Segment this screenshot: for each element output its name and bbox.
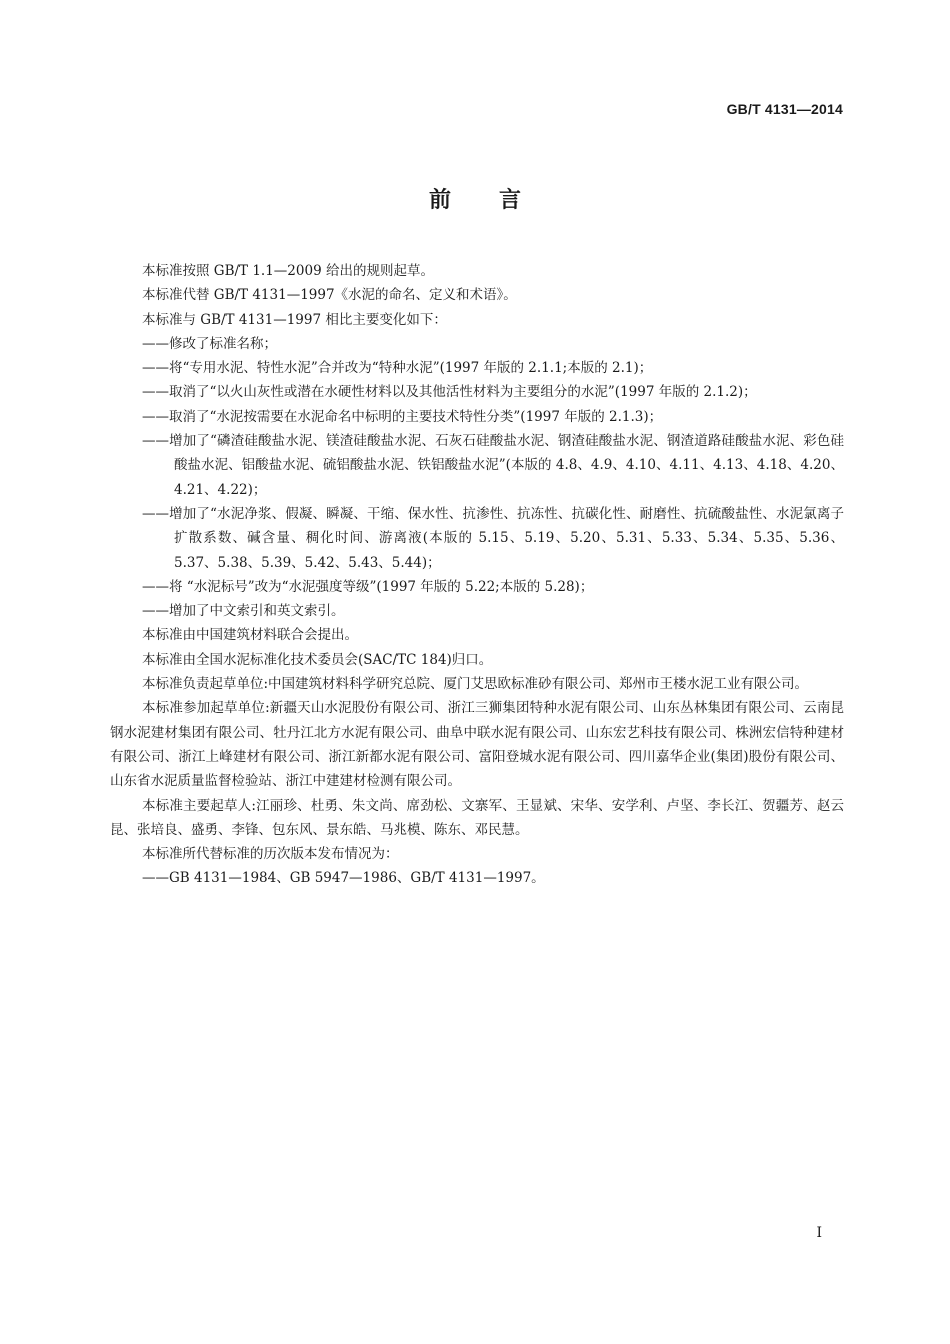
change-item: ——取消了“水泥按需要在水泥命名中标明的主要技术特性分类”(1997 年版的 2.1.3)； (142, 408, 663, 425)
paragraph: 本标准按照 GB/T 1.1—2009 给出的规则起草。 (142, 263, 434, 279)
preface-body (110, 259, 844, 891)
change-item: ——增加了“磷渣硅酸盐水泥、镁渣硅酸盐水泥、石灰石硅酸盐水泥、钢渣硅酸盐水泥、钢渣道路硅酸盐水泥、彩色硅酸盐水泥、铝酸盐水泥、硫铝酸盐水泥、铁铝酸盐水泥”(本版的 4.8、4.9、4.10、4.11、4.13、4.18、4.20、4.21、4.22)； (142, 433, 844, 498)
paragraph: 本标准负责起草单位:中国建筑材料科学研究总院、厦门艾思欧标准砂有限公司、郑州市王楼水泥工业有限公司。 (142, 676, 809, 693)
page-title: 前言 (428, 188, 569, 213)
change-item: ——将 “水泥标号”改为“水泥强度等级”(1997 年版的 5.22;本版的 5.28)； (142, 578, 594, 595)
history-item: ——GB 4131—1984、GB 5947—1986、GB/T 4131—1997。 (142, 870, 545, 887)
standard-code: GB/T 4131—2014 (726, 101, 843, 117)
paragraph: 本标准由中国建筑材料联合会提出。 (142, 627, 358, 644)
paragraph: 本标准参加起草单位:新疆天山水泥股份有限公司、浙江三狮集团特种水泥有限公司、山东丛林集团有限公司、云南昆钢水泥建材集团有限公司、牡丹江北方水泥有限公司、曲阜中联水泥有限公司、山东宏艺科技有限公司、株洲宏信特种建材有限公司、浙江上峰建材有限公司、浙江新都水泥有限公司、富阳登城水泥有限公司、四川嘉华企业(集团)股份有限公司、山东省水泥质量监督检验站、浙江中建建材检测有限公司。 (110, 700, 844, 790)
paragraph: 本标准与 GB/T 4131—1997 相比主要变化如下： (142, 311, 447, 328)
change-item: ——增加了中文索引和英文索引。 (142, 603, 345, 620)
paragraph: 本标准由全国水泥标准化技术委员会(SAC/TC 184)归口。 (142, 651, 493, 668)
change-item: ——修改了标准名称； (142, 335, 277, 352)
paragraph: 本标准主要起草人:江丽珍、杜勇、朱文尚、席劲松、文寨军、王显斌、宋华、安学利、卢坚、李长江、贺疆芳、赵云昆、张培良、盛勇、李锋、包东风、景东皓、马兆模、陈东、邓民慧。 (110, 797, 844, 838)
page-number: I (816, 1225, 822, 1241)
change-item: ——增加了“水泥净浆、假凝、瞬凝、干缩、保水性、抗渗性、抗冻性、抗碳化性、耐磨性、抗硫酸盐性、水泥氯离子扩散系数、碱含量、稠化时间、游离液(本版的 5.15、5.19、5.20、5.31、5.33、5.34、5.35、5.36、5.37、5.38、5.39、5.42、5.43、5.44)； (142, 505, 844, 571)
paragraph: 本标准所代替标准的历次版本发布情况为： (142, 846, 399, 863)
paragraph: 本标准代替 GB/T 4131—1997《水泥的命名、定义和术语》。 (142, 287, 517, 304)
change-item: ——取消了“以火山灰性或潜在水硬性材料以及其他活性材料为主要组分的水泥”(1997 年版的 2.1.2)； (142, 384, 757, 401)
change-item: ——将“专用水泥、特性水泥”合并改为“特种水泥”(1997 年版的 2.1.1;本版的 2.1)； (142, 360, 653, 377)
